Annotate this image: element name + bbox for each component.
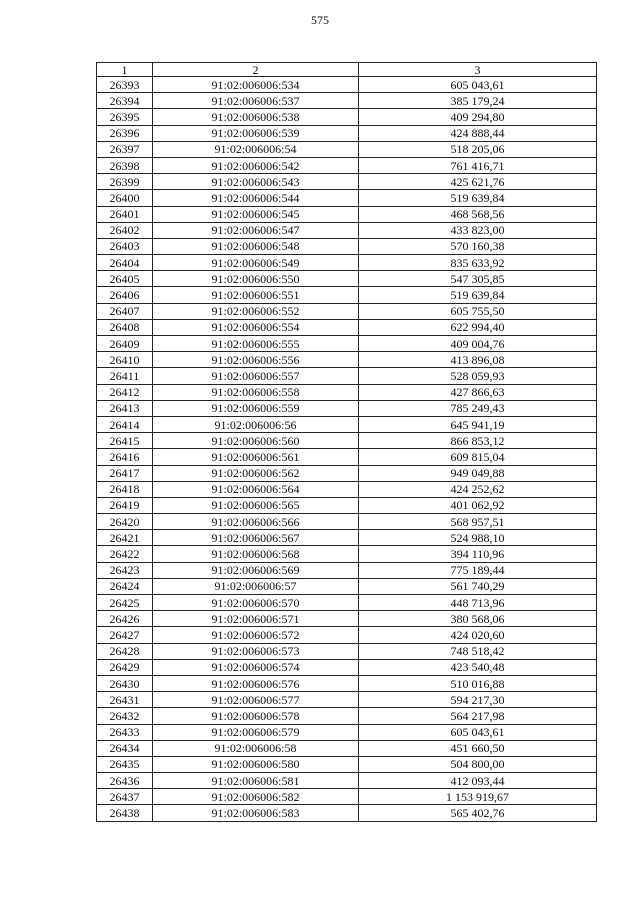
- table-row: [97, 546, 597, 562]
- row-number-cell: 26430: [97, 675, 153, 691]
- cadastral-number-cell: 91:02:006006:539: [153, 125, 359, 141]
- table-row: [97, 530, 597, 546]
- table-row: [97, 675, 597, 691]
- cadastral-number-cell: 91:02:006006:542: [153, 157, 359, 173]
- row-number-cell: 26399: [97, 174, 153, 190]
- value-cell: 785 249,43: [359, 400, 597, 416]
- row-number-cell: 26423: [97, 562, 153, 578]
- cadastral-number-cell: 91:02:006006:576: [153, 675, 359, 691]
- cadastral-number-cell: 91:02:006006:579: [153, 724, 359, 740]
- value-cell: 424 252,62: [359, 481, 597, 497]
- row-number-cell: 26429: [97, 659, 153, 675]
- value-cell: 394 110,96: [359, 546, 597, 562]
- table-row: [97, 773, 597, 789]
- table-row: [97, 643, 597, 659]
- cadastral-number-cell: 91:02:006006:565: [153, 497, 359, 513]
- register-table: [96, 62, 597, 822]
- table-row: [97, 287, 597, 303]
- row-number-cell: 26425: [97, 595, 153, 611]
- value-cell: 427 866,63: [359, 384, 597, 400]
- value-cell: 524 988,10: [359, 530, 597, 546]
- cadastral-number-cell: 91:02:006006:556: [153, 352, 359, 368]
- value-cell: 949 049,88: [359, 465, 597, 481]
- value-cell: 605 043,61: [359, 724, 597, 740]
- value-cell: 748 518,42: [359, 643, 597, 659]
- cadastral-number-cell: 91:02:006006:581: [153, 773, 359, 789]
- table-row: [97, 255, 597, 271]
- table-row: [97, 141, 597, 157]
- column-header-2: 2: [153, 63, 359, 77]
- table-row: [97, 433, 597, 449]
- cadastral-number-cell: 91:02:006006:562: [153, 465, 359, 481]
- cadastral-number-cell: 91:02:006006:547: [153, 222, 359, 238]
- cadastral-number-cell: 91:02:006006:551: [153, 287, 359, 303]
- row-number-cell: 26409: [97, 336, 153, 352]
- cadastral-number-cell: 91:02:006006:578: [153, 708, 359, 724]
- value-cell: 518 205,06: [359, 141, 597, 157]
- value-cell: 528 059,93: [359, 368, 597, 384]
- value-cell: 622 994,40: [359, 319, 597, 335]
- cadastral-number-cell: 91:02:006006:561: [153, 449, 359, 465]
- table-row: [97, 352, 597, 368]
- value-cell: 564 217,98: [359, 708, 597, 724]
- cadastral-number-cell: 91:02:006006:558: [153, 384, 359, 400]
- cadastral-number-cell: 91:02:006006:58: [153, 740, 359, 756]
- column-header-1: 1: [97, 63, 153, 77]
- value-cell: 468 568,56: [359, 206, 597, 222]
- cadastral-number-cell: 91:02:006006:554: [153, 319, 359, 335]
- row-number-cell: 26436: [97, 773, 153, 789]
- cadastral-number-cell: 91:02:006006:580: [153, 756, 359, 772]
- value-cell: 645 941,19: [359, 416, 597, 432]
- row-number-cell: 26428: [97, 643, 153, 659]
- table-row: [97, 384, 597, 400]
- value-cell: 424 888,44: [359, 125, 597, 141]
- table-row: [97, 93, 597, 109]
- header-row: [97, 63, 597, 77]
- row-number-cell: 26433: [97, 724, 153, 740]
- cadastral-number-cell: 91:02:006006:560: [153, 433, 359, 449]
- row-number-cell: 26403: [97, 238, 153, 254]
- row-number-cell: 26421: [97, 530, 153, 546]
- row-number-cell: 26401: [97, 206, 153, 222]
- value-cell: 761 416,71: [359, 157, 597, 173]
- table-row: [97, 805, 597, 821]
- cadastral-number-cell: 91:02:006006:572: [153, 627, 359, 643]
- cadastral-number-cell: 91:02:006006:570: [153, 595, 359, 611]
- cadastral-number-cell: 91:02:006006:534: [153, 77, 359, 93]
- row-number-cell: 26435: [97, 756, 153, 772]
- value-cell: 424 020,60: [359, 627, 597, 643]
- value-cell: 409 294,80: [359, 109, 597, 125]
- cadastral-number-cell: 91:02:006006:56: [153, 416, 359, 432]
- value-cell: 605 755,50: [359, 303, 597, 319]
- table-row: [97, 449, 597, 465]
- cadastral-number-cell: 91:02:006006:566: [153, 514, 359, 530]
- cadastral-number-cell: 91:02:006006:548: [153, 238, 359, 254]
- column-header-3: 3: [359, 63, 597, 77]
- value-cell: 570 160,38: [359, 238, 597, 254]
- cadastral-number-cell: 91:02:006006:549: [153, 255, 359, 271]
- value-cell: 519 639,84: [359, 190, 597, 206]
- cadastral-number-cell: 91:02:006006:571: [153, 611, 359, 627]
- value-cell: 380 568,06: [359, 611, 597, 627]
- row-number-cell: 26416: [97, 449, 153, 465]
- value-cell: 866 853,12: [359, 433, 597, 449]
- value-cell: 504 800,00: [359, 756, 597, 772]
- table-row: [97, 400, 597, 416]
- cadastral-number-cell: 91:02:006006:568: [153, 546, 359, 562]
- table-row: [97, 319, 597, 335]
- table-row: [97, 125, 597, 141]
- value-cell: 448 713,96: [359, 595, 597, 611]
- table-row: [97, 190, 597, 206]
- value-cell: 561 740,29: [359, 578, 597, 594]
- value-cell: 775 189,44: [359, 562, 597, 578]
- row-number-cell: 26422: [97, 546, 153, 562]
- table-row: [97, 368, 597, 384]
- cadastral-number-cell: 91:02:006006:573: [153, 643, 359, 659]
- value-cell: 519 639,84: [359, 287, 597, 303]
- table-row: [97, 514, 597, 530]
- row-number-cell: 26408: [97, 319, 153, 335]
- table-row: [97, 174, 597, 190]
- table-row: [97, 595, 597, 611]
- value-cell: 565 402,76: [359, 805, 597, 821]
- value-cell: 412 093,44: [359, 773, 597, 789]
- table-row: [97, 756, 597, 772]
- cadastral-number-cell: 91:02:006006:544: [153, 190, 359, 206]
- cadastral-number-cell: 91:02:006006:557: [153, 368, 359, 384]
- table-row: [97, 497, 597, 513]
- row-number-cell: 26406: [97, 287, 153, 303]
- row-number-cell: 26404: [97, 255, 153, 271]
- table-row: [97, 303, 597, 319]
- row-number-cell: 26420: [97, 514, 153, 530]
- row-number-cell: 26405: [97, 271, 153, 287]
- cadastral-number-cell: 91:02:006006:555: [153, 336, 359, 352]
- row-number-cell: 26438: [97, 805, 153, 821]
- value-cell: 413 896,08: [359, 352, 597, 368]
- row-number-cell: 26396: [97, 125, 153, 141]
- cadastral-number-cell: 91:02:006006:574: [153, 659, 359, 675]
- value-cell: 423 540,48: [359, 659, 597, 675]
- row-number-cell: 26415: [97, 433, 153, 449]
- value-cell: 547 305,85: [359, 271, 597, 287]
- table-row: [97, 77, 597, 93]
- value-cell: 609 815,04: [359, 449, 597, 465]
- table-row: [97, 562, 597, 578]
- table-row: [97, 789, 597, 805]
- table-body: [97, 77, 597, 822]
- table-row: [97, 724, 597, 740]
- cadastral-number-cell: 91:02:006006:550: [153, 271, 359, 287]
- cadastral-number-cell: 91:02:006006:54: [153, 141, 359, 157]
- row-number-cell: 26393: [97, 77, 153, 93]
- cadastral-number-cell: 91:02:006006:552: [153, 303, 359, 319]
- value-cell: 409 004,76: [359, 336, 597, 352]
- table-row: [97, 659, 597, 675]
- row-number-cell: 26398: [97, 157, 153, 173]
- table-row: [97, 238, 597, 254]
- table-row: [97, 740, 597, 756]
- table-row: [97, 157, 597, 173]
- table-row: [97, 627, 597, 643]
- row-number-cell: 26395: [97, 109, 153, 125]
- row-number-cell: 26410: [97, 352, 153, 368]
- value-cell: 594 217,30: [359, 692, 597, 708]
- table-row: [97, 206, 597, 222]
- value-cell: 835 633,92: [359, 255, 597, 271]
- value-cell: 385 179,24: [359, 93, 597, 109]
- value-cell: 425 621,76: [359, 174, 597, 190]
- table-row: [97, 271, 597, 287]
- row-number-cell: 26397: [97, 141, 153, 157]
- row-number-cell: 26419: [97, 497, 153, 513]
- table-row: [97, 578, 597, 594]
- table-row: [97, 416, 597, 432]
- cadastral-number-cell: 91:02:006006:57: [153, 578, 359, 594]
- row-number-cell: 26394: [97, 93, 153, 109]
- value-cell: 605 043,61: [359, 77, 597, 93]
- row-number-cell: 26424: [97, 578, 153, 594]
- page-number: 575: [311, 13, 329, 27]
- table-row: [97, 222, 597, 238]
- table-row: [97, 465, 597, 481]
- cadastral-number-cell: 91:02:006006:577: [153, 692, 359, 708]
- table-row: [97, 692, 597, 708]
- value-cell: 401 062,92: [359, 497, 597, 513]
- cadastral-number-cell: 91:02:006006:564: [153, 481, 359, 497]
- cadastral-number-cell: 91:02:006006:538: [153, 109, 359, 125]
- value-cell: 451 660,50: [359, 740, 597, 756]
- table-row: [97, 708, 597, 724]
- row-number-cell: 26427: [97, 627, 153, 643]
- table-row: [97, 611, 597, 627]
- row-number-cell: 26431: [97, 692, 153, 708]
- cadastral-number-cell: 91:02:006006:545: [153, 206, 359, 222]
- cadastral-number-cell: 91:02:006006:569: [153, 562, 359, 578]
- cadastral-number-cell: 91:02:006006:543: [153, 174, 359, 190]
- table-row: [97, 481, 597, 497]
- row-number-cell: 26434: [97, 740, 153, 756]
- row-number-cell: 26407: [97, 303, 153, 319]
- row-number-cell: 26413: [97, 400, 153, 416]
- cadastral-number-cell: 91:02:006006:583: [153, 805, 359, 821]
- cadastral-number-cell: 91:02:006006:582: [153, 789, 359, 805]
- row-number-cell: 26412: [97, 384, 153, 400]
- value-cell: 510 016,88: [359, 675, 597, 691]
- cadastral-number-cell: 91:02:006006:559: [153, 400, 359, 416]
- row-number-cell: 26414: [97, 416, 153, 432]
- cadastral-number-cell: 91:02:006006:567: [153, 530, 359, 546]
- row-number-cell: 26402: [97, 222, 153, 238]
- row-number-cell: 26411: [97, 368, 153, 384]
- value-cell: 1 153 919,67: [359, 789, 597, 805]
- value-cell: 433 823,00: [359, 222, 597, 238]
- row-number-cell: 26400: [97, 190, 153, 206]
- row-number-cell: 26426: [97, 611, 153, 627]
- value-cell: 568 957,51: [359, 514, 597, 530]
- table-row: [97, 109, 597, 125]
- row-number-cell: 26432: [97, 708, 153, 724]
- table-row: [97, 336, 597, 352]
- cadastral-number-cell: 91:02:006006:537: [153, 93, 359, 109]
- row-number-cell: 26437: [97, 789, 153, 805]
- row-number-cell: 26418: [97, 481, 153, 497]
- row-number-cell: 26417: [97, 465, 153, 481]
